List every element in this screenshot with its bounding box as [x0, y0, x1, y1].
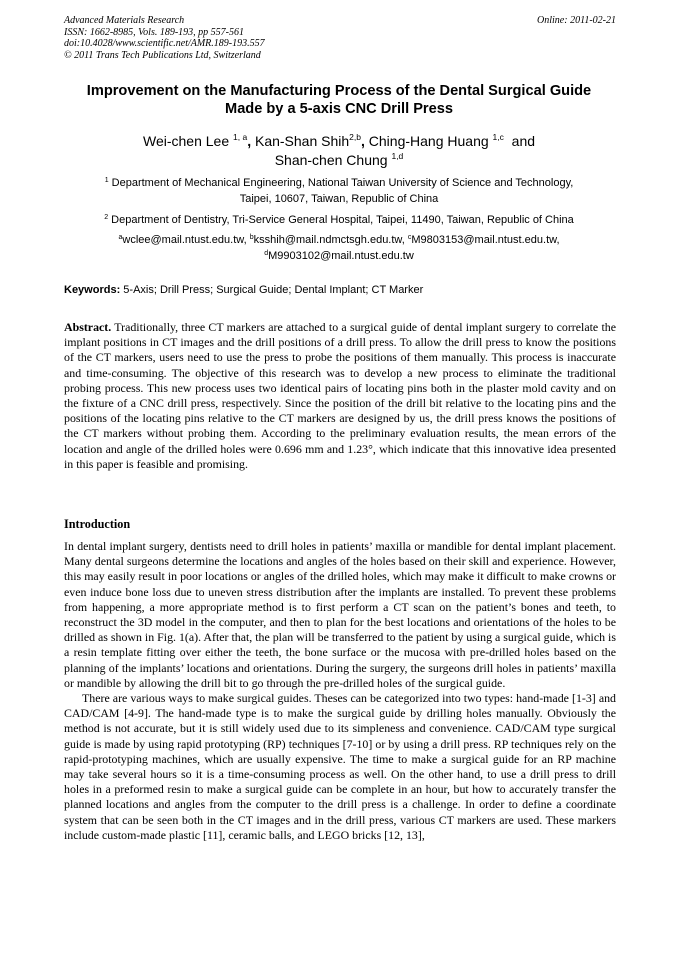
- doi-line: doi:10.4028/www.scientific.net/AMR.189-193.557: [64, 38, 265, 50]
- author-affil-sup: 1,c: [492, 132, 504, 142]
- abstract-label: Abstract.: [64, 320, 112, 334]
- affil-number: 1: [104, 177, 109, 184]
- section-heading-introduction: Introduction: [64, 517, 131, 531]
- issn-line: ISSN: 1662-8985, Vols. 189-193, pp 557-561: [64, 26, 244, 38]
- email-sup: b: [249, 234, 254, 241]
- author-list: [40, 132, 638, 170]
- affil-number: 2: [104, 214, 109, 221]
- email-sup: d: [264, 250, 269, 257]
- email-address: wclee@mail.ntust.edu.tw,: [122, 234, 250, 246]
- keywords-text: 5-Axis; Drill Press; Surgical Guide; Dental Implant; CT Marker: [120, 284, 424, 296]
- email-address: M9803153@mail.ntust.edu.tw,: [411, 234, 560, 246]
- journal-header: [64, 15, 616, 61]
- paper-title: [40, 82, 638, 118]
- author-name: Wei-chen Lee: [142, 133, 230, 149]
- affiliation-1: [50, 175, 628, 207]
- affiliation-2: [50, 212, 628, 228]
- title-line-2: Made by a 5-axis CNC Drill Press: [225, 101, 453, 117]
- author-affil-sup: 2,b: [349, 132, 361, 142]
- author-emails: [50, 232, 628, 264]
- copyright-line: © 2011 Trans Tech Publications Ltd, Switzerland: [64, 49, 261, 61]
- author-line-1: Wei-chen Lee $^{1, a}$, Kan-Shan Shih$^{2,b}$, Ching-Hang Huang $^{1,c}$ and: [142, 132, 536, 149]
- author-line-2: [40, 151, 638, 170]
- affil-text: Department of Dentistry, Tri-Service General Hospital, Taipei, 11490, Taiwan, Republic of China: [111, 214, 574, 226]
- email-address: ksshih@mail.ndmctsgh.edu.tw,: [253, 234, 408, 246]
- online-date: Online: 2011-02-21: [537, 15, 616, 26]
- email-sup: a: [118, 234, 123, 241]
- paragraph: There are various ways to make surgical guides. Theses can be categorized into two types: hand-made [1-3] and CAD/CAM [4-9]. The hand-made type is to make the surgical guide by drilling holes manually. Obviously the method is not accurate, but it is still widely used due to its simpleness and convenience. CAD/CAM type surgical guide is made by using rapid prototyping (RP) techniques [7-10] or by using a drill press. RP techniques rely on the rapid-prototyping machines, which are usually expensive. The time to make a surgical guide for an RP machine may take several hours so it is a time-consuming process as well. On the other hand, to use a drill press to drill holes in a preformed resin to make a surgical guide can be complete in an hour, but how to accurately transfer the planned locations and angles from the computer to the drill press is a challenge. In order to define a coordinate system that can be seen both in the CT images and in the drill press, various CT markers are used. These markers include custom-made plastic [11], ceramic balls, and LEGO bricks [12, 13],: [64, 691, 616, 842]
- journal-name: Advanced Materials Research: [64, 15, 185, 26]
- author-and: and: [511, 133, 536, 149]
- author-name: Kan-Shan Shih: [254, 133, 350, 149]
- email-address: M9903102@mail.ntust.edu.tw: [268, 250, 414, 262]
- author-affil-sup: 1,d: [391, 151, 404, 161]
- abstract: [64, 320, 616, 472]
- author-name: Shan-chen Chung: [274, 152, 388, 168]
- author-name: Ching-Hang Huang: [368, 133, 489, 149]
- affil-text: Department of Mechanical Engineering, National Taiwan University of Science and Technology,: [111, 177, 574, 189]
- keywords-label: Keywords:: [64, 284, 121, 296]
- title-line-1: Improvement on the Manufacturing Process of the Dental Surgical Guide: [86, 83, 592, 99]
- paragraph: In dental implant surgery, dentists need to drill holes in patients’ maxilla or mandible for dental implant placement. Many dental surgeons determine the locations and angles of the holes based on their skill and experience. However, this may easily result in poor locations or angles of the drilled holes, which may make it difficult to make crowns or even induce bone loss due to uneven stress distribution after the implants are installed. To prevent these problems from happening, a more appropriate method is to first perform a CT scan on the patient’s bones and teeth, to reconstruct the 3D model in the computer, and then to plan for the best locations and orientations of the holes to be drilled as shown in Fig. 1(a). After that, the plan will be transferred to the patient by using a surgical guide, which is a resin template fitting over either the teeth, the bone surface or the mucosa with pre-drilled holes based on the planning of the implants’ locations and orientations. During the surgery, the surgeons drill holes in patients’ maxilla or mandible by allowing the drill bit to go through the pre-drilled holes of the surgical guide.: [64, 539, 616, 690]
- keywords: [64, 283, 616, 297]
- abstract-text: Traditionally, three CT markers are attached to a surgical guide of dental implant surgery to correlate the implant positions in CT images and the drill positions of a drill press. To allow the drill press to know the positions of the CT markers, users need to use the press to probe the positions of them manually. This process is inaccurate and time-consuming. The objective of this research was to develop a new process to eliminate the traditional probing process. This new process uses two identical pairs of locating pins both in the plaster mold cavity and on the fixture of a CNC drill press, respectively. Since the position of the drill bit relative to the locating pins and the positions of the locating pins relative to the CT markers are designed by us, the drill press knows the positions of the CT markers without probing them. According to the preliminary evaluation results, the mean errors of the location and angle of the drilled holes were 0.696 mm and 1.23°, which indicate that this innovative idea presented in this paper is feasible and promising.: [64, 320, 616, 471]
- affil-text: Taipei, 10607, Taiwan, Republic of China: [239, 193, 439, 205]
- introduction-body: [64, 539, 616, 843]
- email-sup: c: [407, 234, 412, 241]
- author-affil-sup: 1, a: [233, 132, 248, 142]
